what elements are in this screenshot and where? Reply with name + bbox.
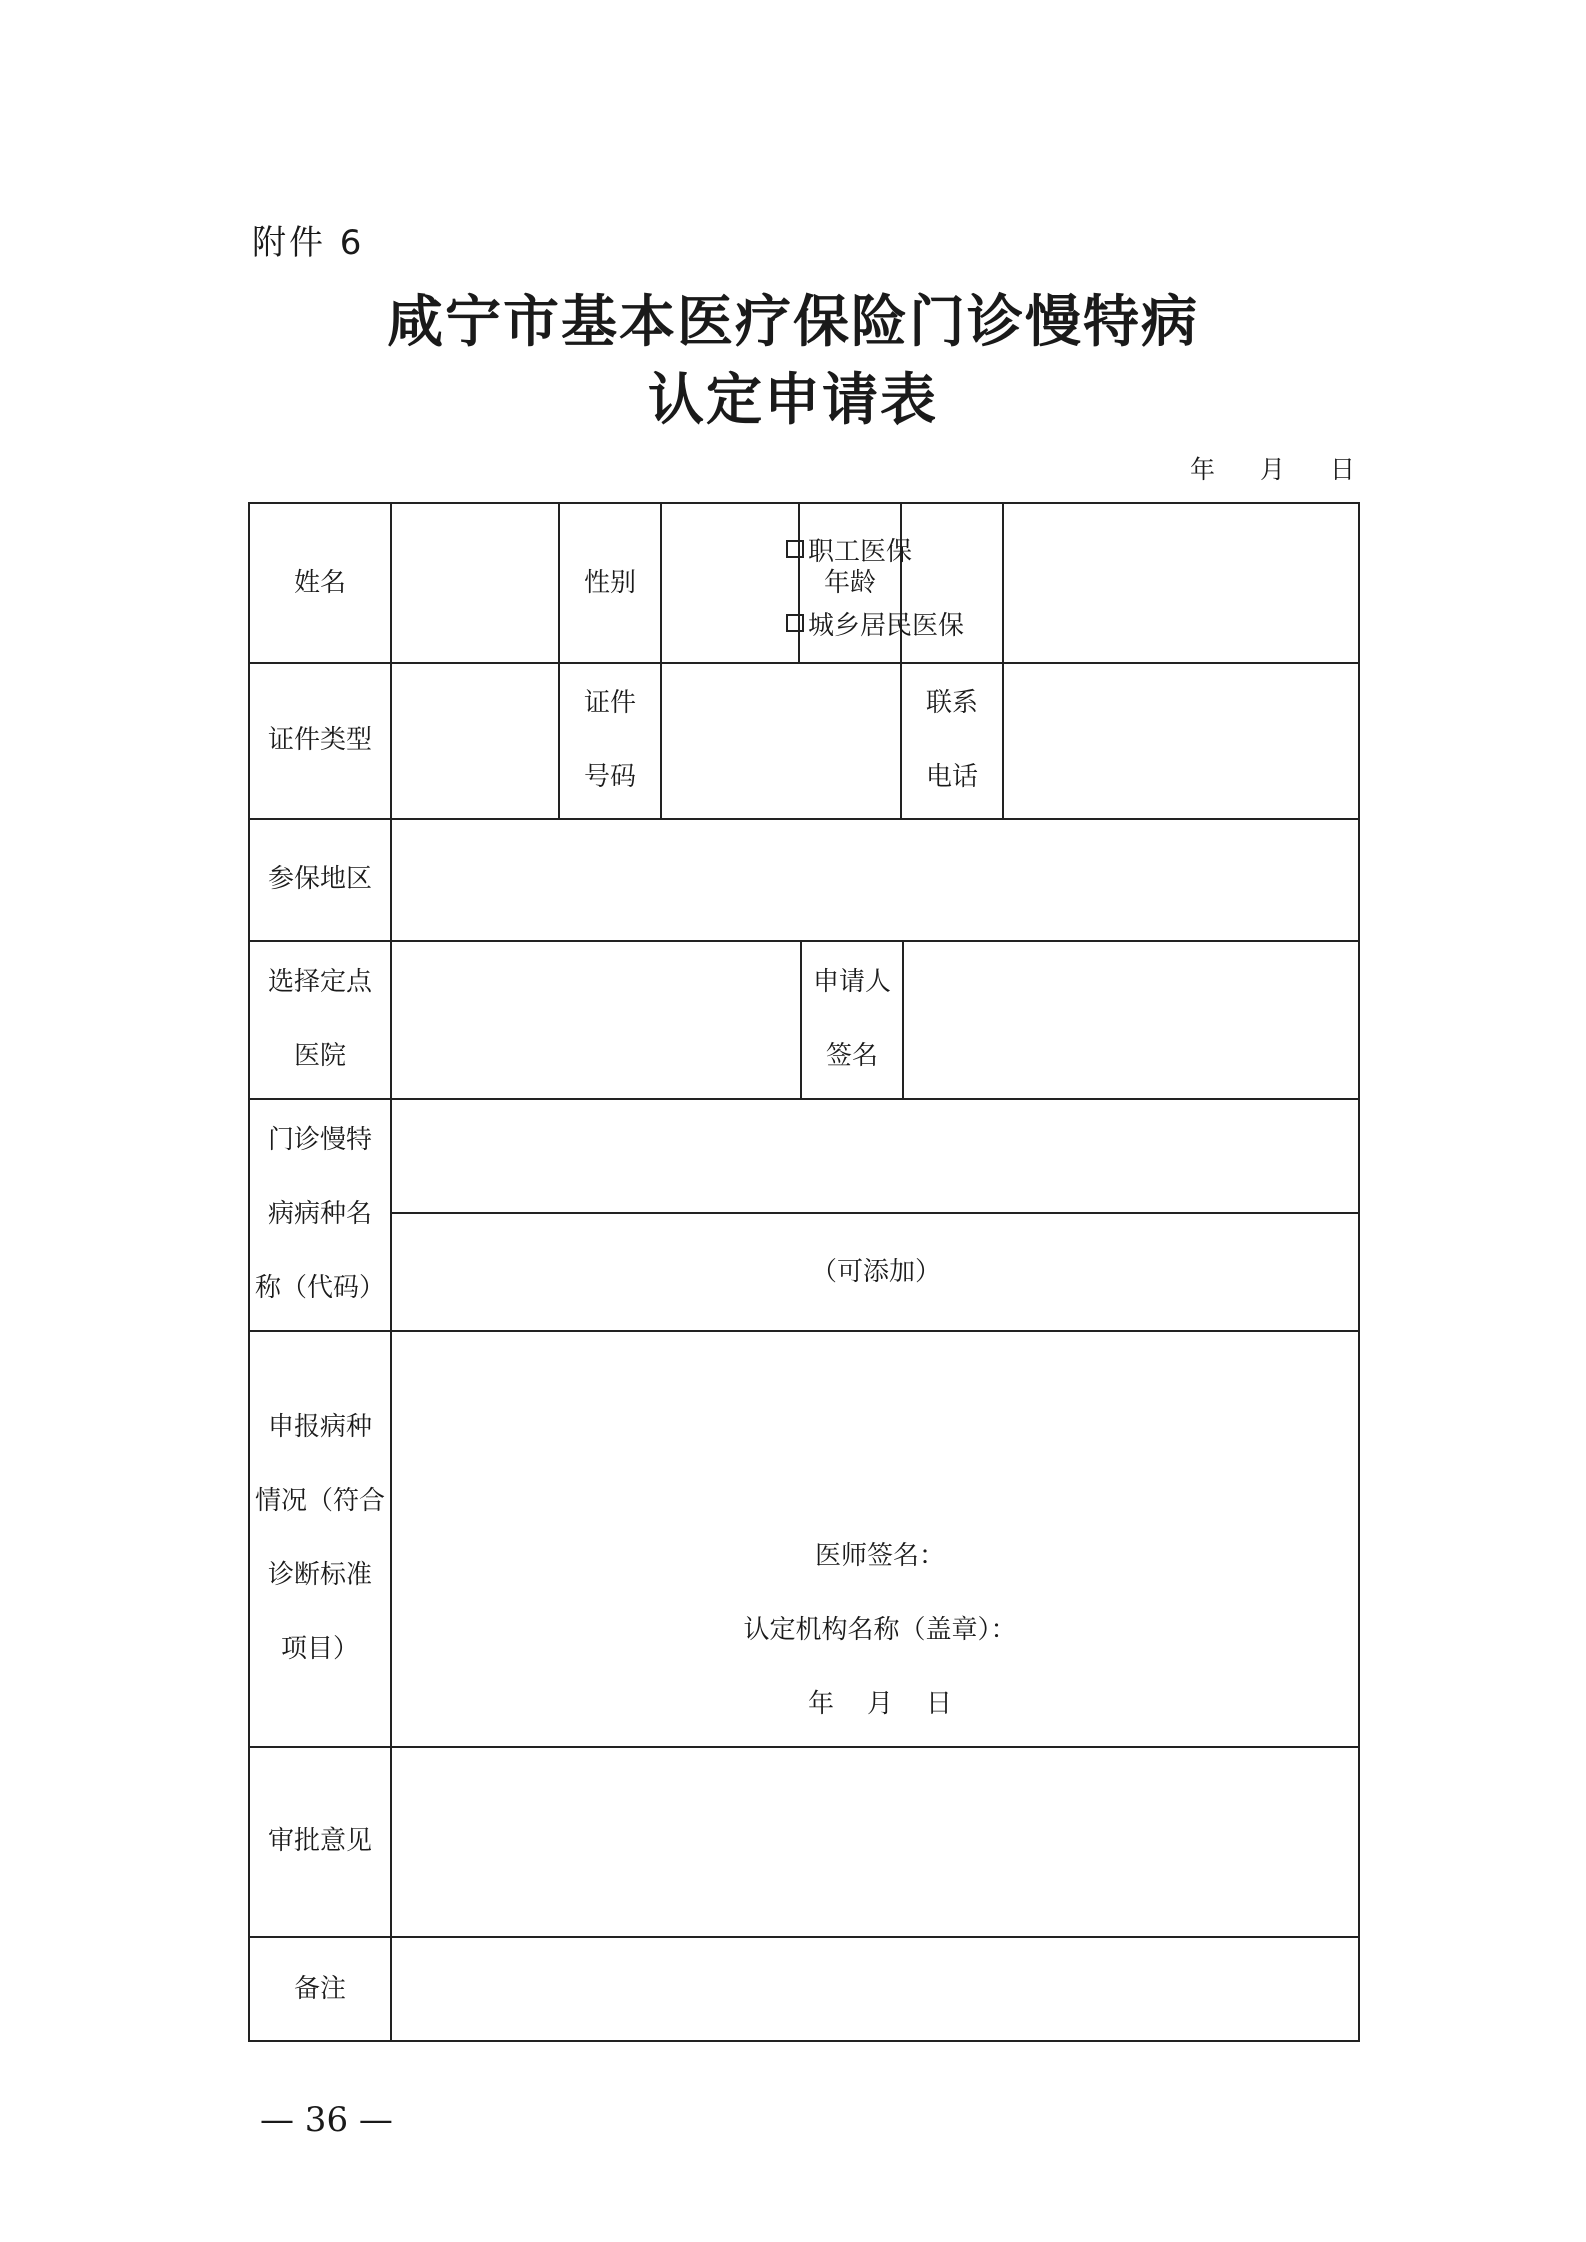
institution-name-label: 认定机构名称（盖章）： (743, 1615, 1017, 1645)
row-divider (250, 1936, 1360, 1938)
id-number-label-line-2: 号码 (583, 762, 636, 792)
row-divider (250, 662, 1360, 664)
checkbox-icon[interactable] (786, 614, 804, 632)
age-label: 年龄 (823, 568, 876, 598)
id-number-label (560, 662, 660, 818)
row-divider (250, 1746, 1360, 1748)
hospital-label (250, 940, 390, 1098)
application-form-table (248, 502, 1360, 2042)
insurance-resident-label: 城乡居民医保 (808, 610, 965, 641)
row-divider (250, 1330, 1360, 1332)
attachment-label: 附件 6 (252, 223, 365, 263)
checkbox-icon[interactable] (786, 540, 804, 558)
insurance-type-options (786, 535, 965, 641)
column-divider (660, 504, 662, 818)
name-label: 姓名 (293, 568, 346, 598)
disease-label-line-3: 称（代码） (254, 1273, 385, 1303)
insurance-option-resident[interactable] (786, 609, 965, 641)
id-type-label: 证件类型 (267, 725, 372, 755)
gender-label: 性别 (583, 568, 636, 598)
certification-signature-block (400, 1535, 1360, 1719)
form-title-line-2: 认定申请表 (648, 367, 938, 433)
column-divider (902, 940, 904, 1098)
date-month-label: 月 (1260, 455, 1286, 484)
disease-addable-note: （可添加） (810, 1257, 941, 1287)
phone-label-line-2: 电话 (925, 762, 978, 792)
report-label-line-1: 申报病种 (267, 1412, 372, 1442)
insurance-option-employee[interactable] (786, 535, 964, 567)
region-label: 参保地区 (267, 864, 372, 894)
page-number: — 36 — (260, 2100, 393, 2140)
date-year-label: 年 (1190, 455, 1216, 484)
remarks-label: 备注 (293, 1974, 346, 2004)
row-divider (250, 818, 1360, 820)
disease-name-label (250, 1098, 390, 1330)
id-number-label-line-1: 证件 (583, 688, 636, 718)
approval-opinion-label: 审批意见 (267, 1826, 372, 1856)
hospital-label-line-2: 医院 (293, 1041, 346, 1071)
applicant-signature-line-2: 签名 (825, 1041, 878, 1071)
doctor-signature-label: 医师签名： (814, 1541, 945, 1571)
insurance-employee-label: 职工医保 (808, 536, 913, 567)
row-divider (250, 1098, 1360, 1100)
date-day-label: 日 (1330, 455, 1356, 484)
form-title-line-1: 咸宁市基本医疗保险门诊慢特病 (387, 289, 1199, 355)
report-situation-label (250, 1330, 390, 1746)
column-divider (1002, 504, 1004, 818)
hospital-label-line-1: 选择定点 (267, 967, 372, 997)
report-label-line-2: 情况（符合 (254, 1486, 385, 1516)
phone-label (902, 662, 1002, 818)
phone-label-line-1: 联系 (925, 688, 978, 718)
certification-date-label: 年 月 日 (807, 1689, 953, 1719)
report-label-line-4: 项目） (280, 1634, 359, 1664)
applicant-signature-label (802, 940, 902, 1098)
disease-label-line-2: 病病种名 (267, 1199, 372, 1229)
report-label-line-3: 诊断标准 (267, 1560, 372, 1590)
disease-label-line-1: 门诊慢特 (267, 1125, 372, 1155)
applicant-signature-line-1: 申请人 (812, 967, 891, 997)
